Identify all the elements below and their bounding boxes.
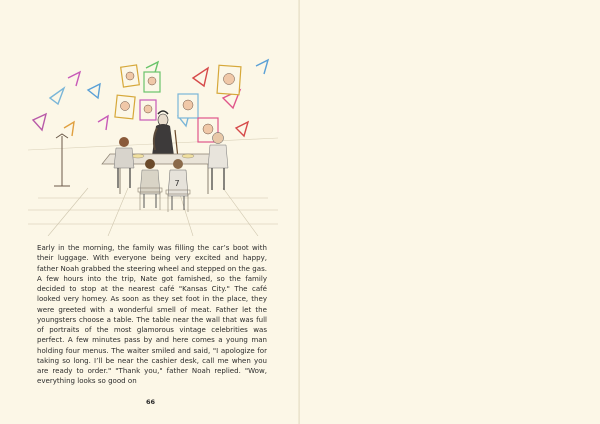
right-page: [300, 0, 600, 424]
cafe-illustration: [28, 38, 278, 236]
page-number-left: 66: [146, 398, 156, 406]
story-paragraph: Early in the morning, the family was filling the car’s boot with their luggage. With everyone being very excited and happy, father Noah grabbed the steering wheel and stepped on the gas. A few hours into the trip, Nate got famished, so the family decided to stop at the nearest café "Kansas City." The café looked very homey. As soon as they set foot in the place, they were greeted with a wonderful smell of meat. Father let the youngsters choose a table. The table near the wall that was full of portraits of the most glamorous vintage celebrities was perfect. A few minutes pass by and here comes a young man holding four menus. The waiter smiled and said, "I apologize for taking so long. I’ll be near the cashier desk, call me when you are ready to order." "Thank you," father Noah replied. "Wow, everything looks so good on: [37, 243, 267, 386]
jersey-number: 7: [174, 179, 180, 188]
